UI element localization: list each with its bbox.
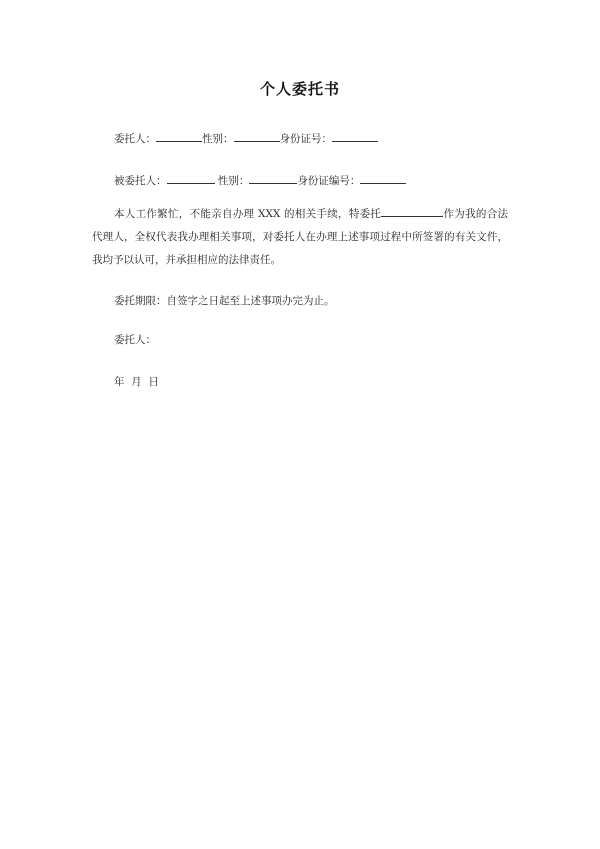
principal-gender-blank: [234, 131, 280, 142]
agent-name-blank: [167, 173, 215, 184]
principal-label: 委托人：: [114, 133, 156, 145]
body-text-part1: 本人工作繁忙，不能亲自办理 XXX 的相关手续，特委托: [114, 208, 382, 220]
agent-gender-blank: [249, 173, 297, 184]
term-line: 委托期限：自签字之日起至上述事项办完为止。: [114, 295, 335, 307]
date-label: 年 月 日: [114, 376, 159, 388]
agent-label: 被委托人：: [114, 175, 167, 187]
agent-gender-label: 性别：: [217, 175, 250, 187]
signature-label: 委托人：: [114, 334, 156, 346]
agent-id-blank: [360, 173, 406, 184]
principal-id-label: 身份证号：: [279, 133, 332, 145]
body-text-part2: 作为我的合法代理人，全权代表我办理相关事项，对委托人在办理上述事项过程中所签署的有关文件，我均予以认可，并承担相应的法律责任。: [92, 208, 508, 266]
document-title: 个人委托书: [259, 80, 340, 98]
agent-line: [114, 173, 406, 188]
principal-gender-label: 性别：: [202, 133, 234, 145]
principal-line: [114, 131, 378, 146]
agent-name-blank-body: [381, 206, 443, 217]
body-paragraph: [92, 203, 508, 272]
principal-name-blank: [156, 131, 202, 142]
principal-id-blank: [332, 131, 378, 142]
agent-id-label: 身份证编号：: [297, 175, 361, 187]
